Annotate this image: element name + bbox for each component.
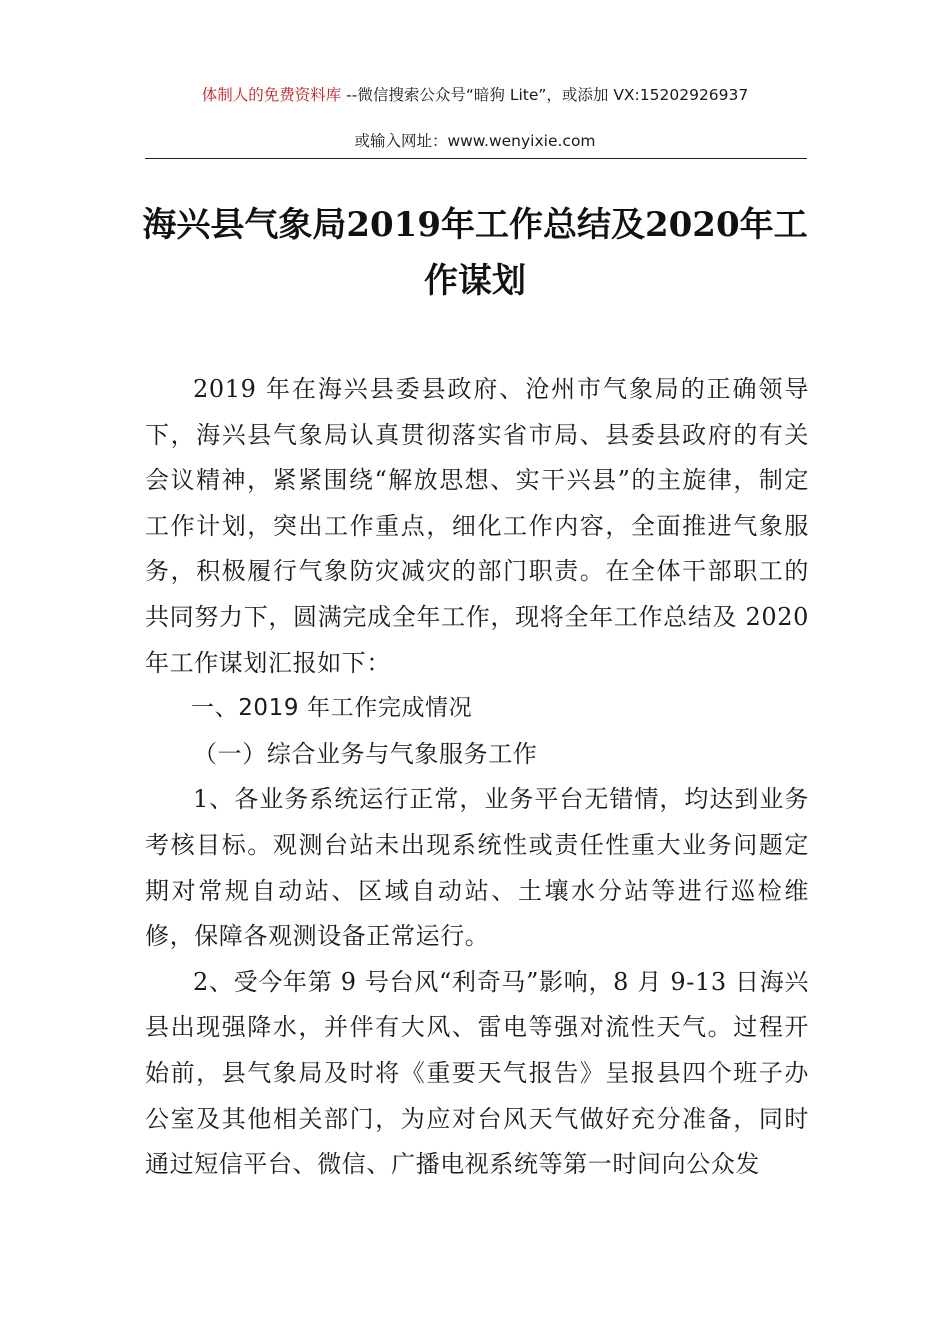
header-website-line: 或输入网址：www.wenyixie.com: [354, 132, 596, 150]
document-body: [145, 367, 809, 1188]
intro-paragraph: 2019 年在海兴县委县政府、沧州市气象局的正确领导下，海兴县气象局认真贯彻落实省市局、县委县政府的有关会议精神，紧紧围绕“解放思想、实干兴县”的主旋律，制定工作计划，突出工作重点，细化工作内容，全面推进气象服务，积极履行气象防灾减灾的部门职责。在全体干部职工的共同努力下，圆满完成全年工作，现将全年工作总结及 2020 年工作谋划汇报如下：: [145, 375, 809, 677]
section-heading-1: 一、2019 年工作完成情况: [191, 695, 473, 722]
document-title: 海兴县气象局2019年工作总结及2020年工作谋划: [142, 205, 808, 301]
body-paragraph-1: 1、各业务系统运行正常，业务平台无错情，均达到业务考核目标。观测台站未出现系统性或责任性重大业务问题定期对常规自动站、区域自动站、土壤水分站等进行巡检维修，保障各观测设备正常运行。: [145, 785, 809, 951]
header-divider: [145, 158, 807, 159]
body-paragraph-2: 2、受今年第 9 号台风“利奇马”影响，8 月 9-13 日海兴县出现强降水，并伴有大风、雷电等强对流性天气。过程开始前，县气象局及时将《重要天气报告》呈报县四个班子办公室及其他相关部门，为应对台风天气做好充分准备，同时通过短信平台、微信、广播电视系统等第一时间向公众发: [145, 967, 809, 1179]
header-line-1: [145, 82, 805, 108]
subsection-heading-1: （一）综合业务与气象服务工作: [193, 739, 538, 768]
brand-name: 体制人的免费资料库: [201, 86, 342, 104]
header-contact-text: --微信搜索公众号“暗狗 Lite”，或添加 VX:15202926937: [341, 86, 749, 104]
